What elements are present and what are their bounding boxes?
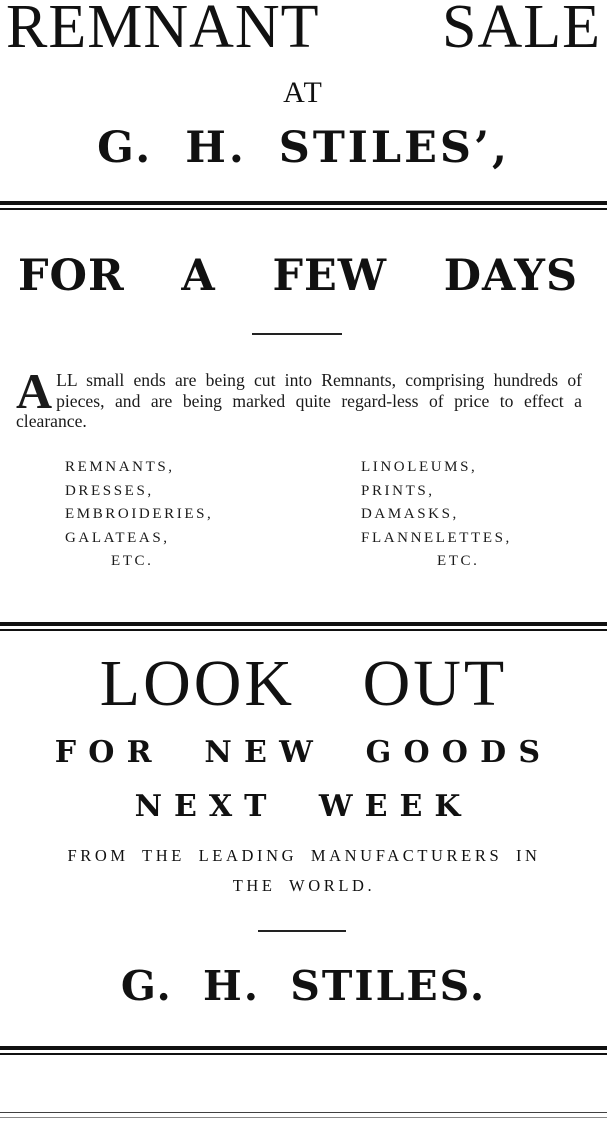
item-list-right xyxy=(361,456,512,574)
divider-rule xyxy=(0,201,607,205)
paragraph-text: LL small ends are being cut into Remnants, comprising hundreds of pieces, and are being marked quite regard-less of price to effect a clearance. xyxy=(16,370,582,431)
headline-word-remnant: REMNANT xyxy=(6,0,320,61)
description-paragraph xyxy=(16,363,582,432)
list-item: LINOLEUMS, xyxy=(361,459,478,475)
headline-word: DAYS xyxy=(443,251,578,301)
divider-rule xyxy=(0,1046,607,1050)
merchant-name-top: G. H. STILES’, xyxy=(97,123,510,173)
item-list-left xyxy=(65,456,213,574)
short-divider xyxy=(252,333,342,335)
list-item: REMNANTS, xyxy=(65,459,175,475)
short-divider xyxy=(258,930,346,932)
divider-rule xyxy=(0,622,607,626)
manufacturers-line: FROM THE LEADING MANUFACTURERS IN THE WORLD. xyxy=(67,846,541,895)
subheadline-new-goods: FOR NEW GOODS xyxy=(54,735,553,770)
headline-look-out: LOOK OUT xyxy=(99,647,508,720)
list-item-etc: ETC. xyxy=(437,553,480,569)
subheadline-next-week: NEXT WEEK xyxy=(134,789,473,824)
divider-rule xyxy=(0,629,607,631)
list-item: DAMASKS, xyxy=(361,506,459,522)
list-item: EMBROIDERIES, xyxy=(65,506,214,522)
headline-word: FOR xyxy=(18,251,125,301)
merchant-signature: G. H. STILES. xyxy=(120,962,487,1010)
headline-at: AT xyxy=(283,76,324,109)
divider-rule xyxy=(0,208,607,210)
page-bottom-rule xyxy=(0,1117,607,1118)
divider-rule xyxy=(0,1053,607,1055)
headline-word-sale: SALE xyxy=(442,0,601,61)
page-bottom-rule xyxy=(0,1112,607,1113)
headline-word: FEW xyxy=(272,251,388,301)
list-item: DRESSES, xyxy=(65,482,154,499)
drop-cap: A xyxy=(16,363,53,419)
list-item: PRINTS, xyxy=(361,482,435,499)
headline-remnant-sale xyxy=(0,0,607,62)
list-item: FLANNELETTES, xyxy=(361,529,512,546)
headline-for-a-few-days xyxy=(18,244,578,308)
headline-word: A xyxy=(181,251,216,301)
list-item-etc: ETC. xyxy=(111,553,154,569)
list-item: GALATEAS, xyxy=(65,529,170,546)
